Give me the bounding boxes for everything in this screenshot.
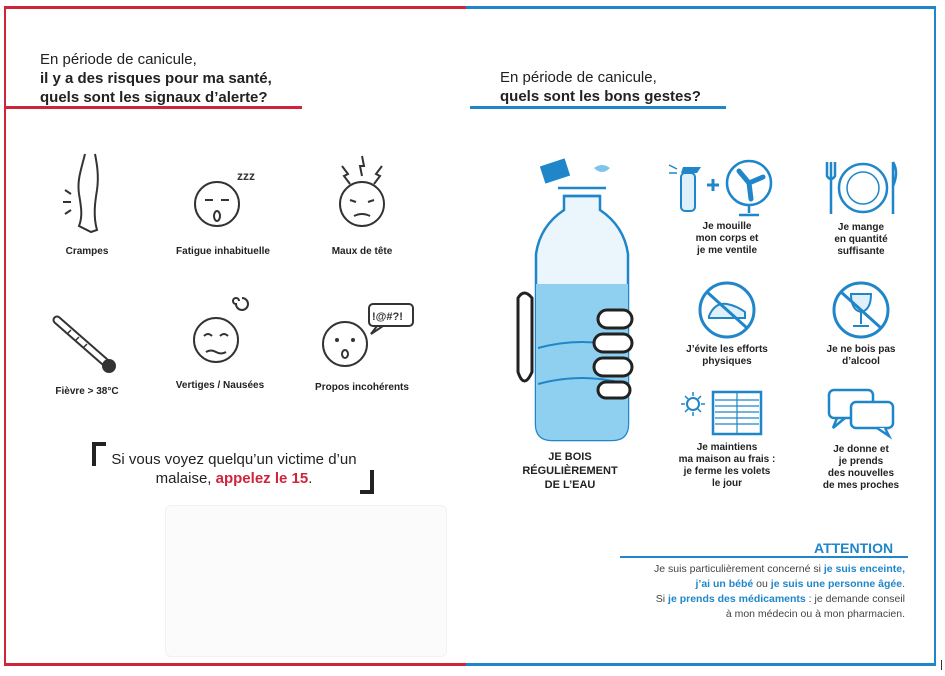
attention-text: Je suis particulièrement concerné si je suis enceinte, j’ai un bébé ou je suis une personne âgée. Si je prends des médicaments : je demande conseil à mon médecin ou à mon pharmacien. bbox=[654, 563, 905, 620]
gesture-avoid-exercise: J’évite les efforts physiques bbox=[667, 280, 787, 368]
symptom-label: Fièvre > 38°C bbox=[55, 386, 119, 397]
callout-text: Si vous voyez quelqu’un victime d’un malaise, appelez le 15. bbox=[111, 451, 357, 487]
spray-fan-icon bbox=[667, 155, 787, 217]
attention-title: ATTENTION bbox=[814, 540, 894, 556]
edge-mark bbox=[941, 660, 942, 670]
right-heading-line2: quels sont les bons gestes? bbox=[500, 88, 701, 105]
symptom-label: Maux de tête bbox=[331, 246, 393, 257]
speech-bubbles-icon bbox=[821, 386, 901, 440]
symptom-label: Propos incohérents bbox=[315, 382, 409, 393]
water-bottle-icon bbox=[498, 148, 658, 448]
gesture-no-alcohol: Je ne bois pas d’alcool bbox=[801, 280, 921, 368]
left-heading-line2: il y a des risques pour ma santé, bbox=[40, 70, 272, 87]
svg-text:zzz: zzz bbox=[237, 169, 255, 183]
symptom-incoherent-speech bbox=[297, 300, 427, 393]
tired-face-icon bbox=[183, 160, 263, 240]
gesture-cool-house: Je maintiens ma maison au frais : je ferme les volets le jour bbox=[667, 388, 787, 490]
left-heading bbox=[40, 50, 272, 107]
left-heading-underline bbox=[6, 106, 302, 109]
gesture-keep-in-touch: Je donne et je prends des nouvelles de mes proches bbox=[801, 386, 921, 492]
bottle-caption: JE BOIS RÉGULIÈREMENT DE L’EAU bbox=[522, 451, 618, 491]
leg-cramp-icon bbox=[57, 150, 117, 240]
symptom-label: Vertiges / Nausées bbox=[175, 380, 265, 391]
no-alcohol-icon bbox=[829, 280, 893, 340]
left-heading-line3: quels sont les signaux d’alerte? bbox=[40, 89, 268, 106]
thermometer-icon bbox=[47, 310, 127, 380]
symptom-fever bbox=[22, 310, 152, 397]
gesture-spray-fan: Je mouille mon corps et je me ventile bbox=[667, 155, 787, 257]
callout-bracket-open bbox=[92, 442, 106, 466]
svg-text:!@#?!: !@#?! bbox=[372, 311, 403, 323]
right-heading-underline bbox=[470, 106, 726, 109]
no-sneakers-icon bbox=[695, 280, 759, 340]
confused-speech-face-icon bbox=[307, 300, 417, 376]
attention-underline bbox=[620, 556, 908, 558]
symptom-dizziness bbox=[155, 290, 285, 391]
sun-shutters-icon bbox=[677, 388, 777, 438]
symptom-cramps bbox=[22, 150, 152, 257]
right-heading-line1: En période de canicule, bbox=[500, 69, 657, 86]
callout-emergency-number: appelez le 15 bbox=[215, 470, 309, 487]
symptom-headache bbox=[297, 152, 427, 257]
symptom-label: Fatigue inhabituelle bbox=[176, 246, 270, 257]
plate-cutlery-icon bbox=[821, 158, 901, 218]
left-heading-line1: En période de canicule, bbox=[40, 51, 197, 68]
dizzy-face-icon bbox=[178, 290, 262, 374]
faded-card bbox=[165, 505, 447, 657]
right-heading bbox=[500, 68, 701, 106]
symptom-label: Crampes bbox=[65, 246, 109, 257]
gesture-eat: Je mange en quantité suffisante bbox=[801, 158, 921, 258]
emergency-callout bbox=[92, 442, 374, 494]
symptom-fatigue bbox=[158, 160, 288, 257]
callout-bracket-close bbox=[360, 470, 374, 494]
headache-face-icon bbox=[322, 152, 402, 240]
